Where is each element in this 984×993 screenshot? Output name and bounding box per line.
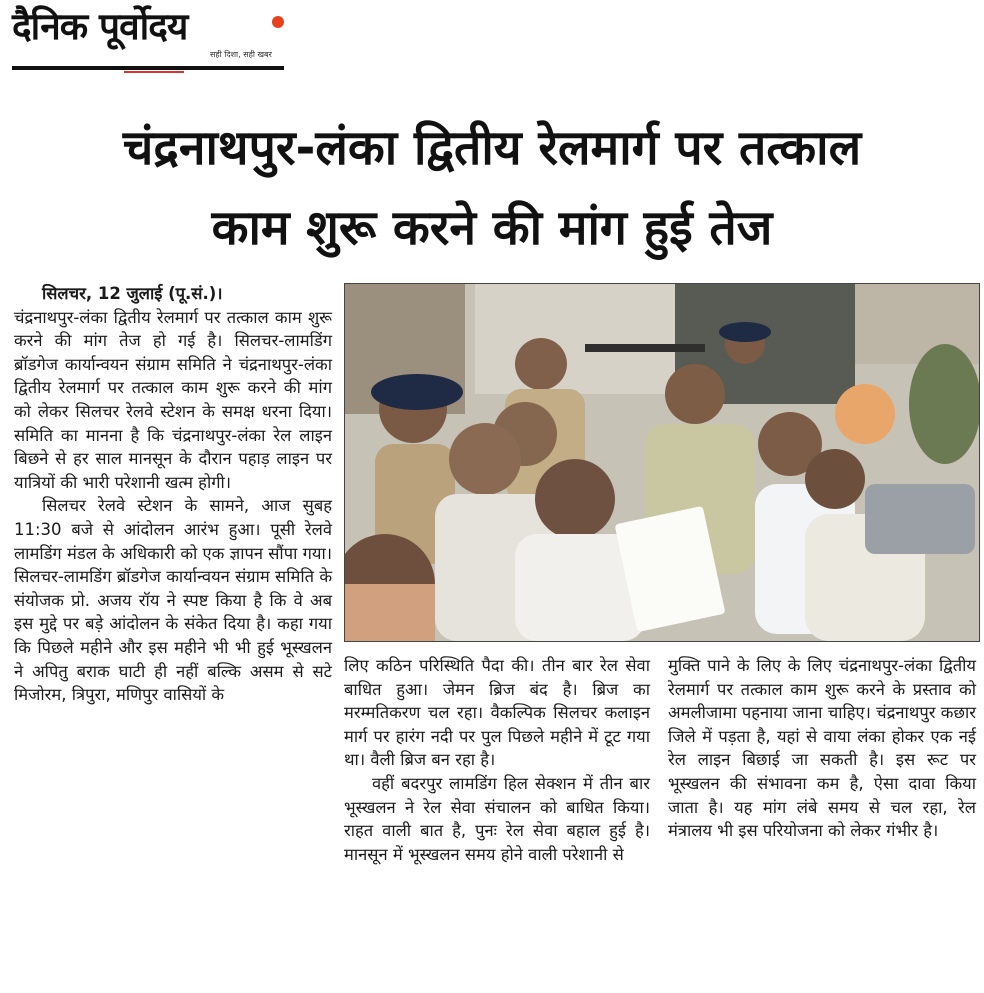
newspaper-name: दैनिक पूर्वोदय xyxy=(12,5,188,48)
article-paragraph: मुक्ति पाने के लिए के लिए चंद्रनाथपुर-लंका द्वितीय रेलमार्ग पर तत्काल काम शुरू करने के प्रस्ताव को अमलीजामा पहनाया जाना चाहिए। चंद्रनाथपुर कछार जिले में पड़ता है, यहां से वाया लंका होकर एक नई रेल लाइन बिछाई जा सकती है। इस रूट पर भूस्खलन की संभावना कम है, ऐसा दावा किया जाता है। यह मांग लंबे समय से चल रहा, रेल मंत्रालय भी इस परियोजना को लेकर गंभीर है। xyxy=(668,656,976,841)
article-dateline: सिलचर, 12 जुलाई (पू.सं.)। xyxy=(42,284,223,303)
newspaper-tagline: सही दिशा, सही खबर xyxy=(210,50,272,59)
article-paragraph: लिए कठिन परिस्थिति पैदा की। तीन बार रेल सेवा बाधित हुआ। जेमन ब्रिज बंद है। ब्रिज का मरम्मतिकरण चल रहा। वैकल्पिक सिलचर कलाइन मार्ग पर हारंग नदी पर पुल पिछले महीने में टूट गया था। वैली ब्रिज बन रहा है। xyxy=(344,656,650,770)
masthead xyxy=(12,4,284,74)
news-photo xyxy=(344,283,980,642)
article-column-1 xyxy=(14,282,332,707)
brand-dot-icon xyxy=(272,16,284,28)
article-column-2 xyxy=(344,654,650,866)
article-paragraph: वहीं बदरपुर लामडिंग हिल सेक्शन में तीन बार भूस्खलन ने रेल सेवा संचालन को बाधित किया। राहत वाली बात है, पुनः रेल सेवा बहाल हुई है। मानसून में भूस्खलन समय होने वाली परेशानी से xyxy=(344,773,650,864)
article-headline xyxy=(20,108,964,268)
article-column-3 xyxy=(668,654,976,843)
masthead-accent-rule xyxy=(124,71,184,73)
photo-illustration xyxy=(345,284,979,641)
headline-line-2: काम शुरू करने की मांग हुई तेज xyxy=(211,200,773,256)
article-paragraph: चंद्रनाथपुर-लंका द्वितीय रेलमार्ग पर तत्काल काम शुरू करने की मांग तेज हो गई है। सिलचर-लामडिंग ब्रॉडगेज कार्यान्वयन संग्राम समिति ने चंद्रनाथपुर-लंका द्वितीय रेलमार्ग पर तत्काल काम शुरू करने की मांग को लेकर सिलचर रेलवे स्टेशन के समक्ष धरना दिया। समिति का मानना है कि चंद्रनाथपुर-लंका रेल लाइन बिछने से हर साल मानसून के दौरान पहाड़ लाइन पर यात्रियों की भारी परेशानी खत्म होगी। xyxy=(14,307,332,492)
article-paragraph: सिलचर रेलवे स्टेशन के सामने, आज सुबह 11:30 बजे से आंदोलन आरंभ हुआ। पूसी रेलवे लामडिंग मंडल के अधिकारी को एक ज्ञापन सौंपा गया। सिलचर-लामडिंग ब्रॉडगेज कार्यान्वयन संग्राम समिति के संयोजक प्रो. अजय रॉय ने स्पष्ट किया है कि वे अब इस मुद्दे पर बड़े आंदोलन के संकेत दिया है। कहा गया कि पिछले महीने और इस महीने भी भी हुई भूस्खलन ने अपितु बराक घाटी ही नहीं बल्कि असम से सटे मिजोरम, त्रिपुरा, मणिपुर वासियों के xyxy=(14,496,332,705)
masthead-rule xyxy=(12,66,284,70)
headline-line-1: चंद्रनाथपुर-लंका द्वितीय रेलमार्ग पर तत्काल xyxy=(122,120,862,176)
